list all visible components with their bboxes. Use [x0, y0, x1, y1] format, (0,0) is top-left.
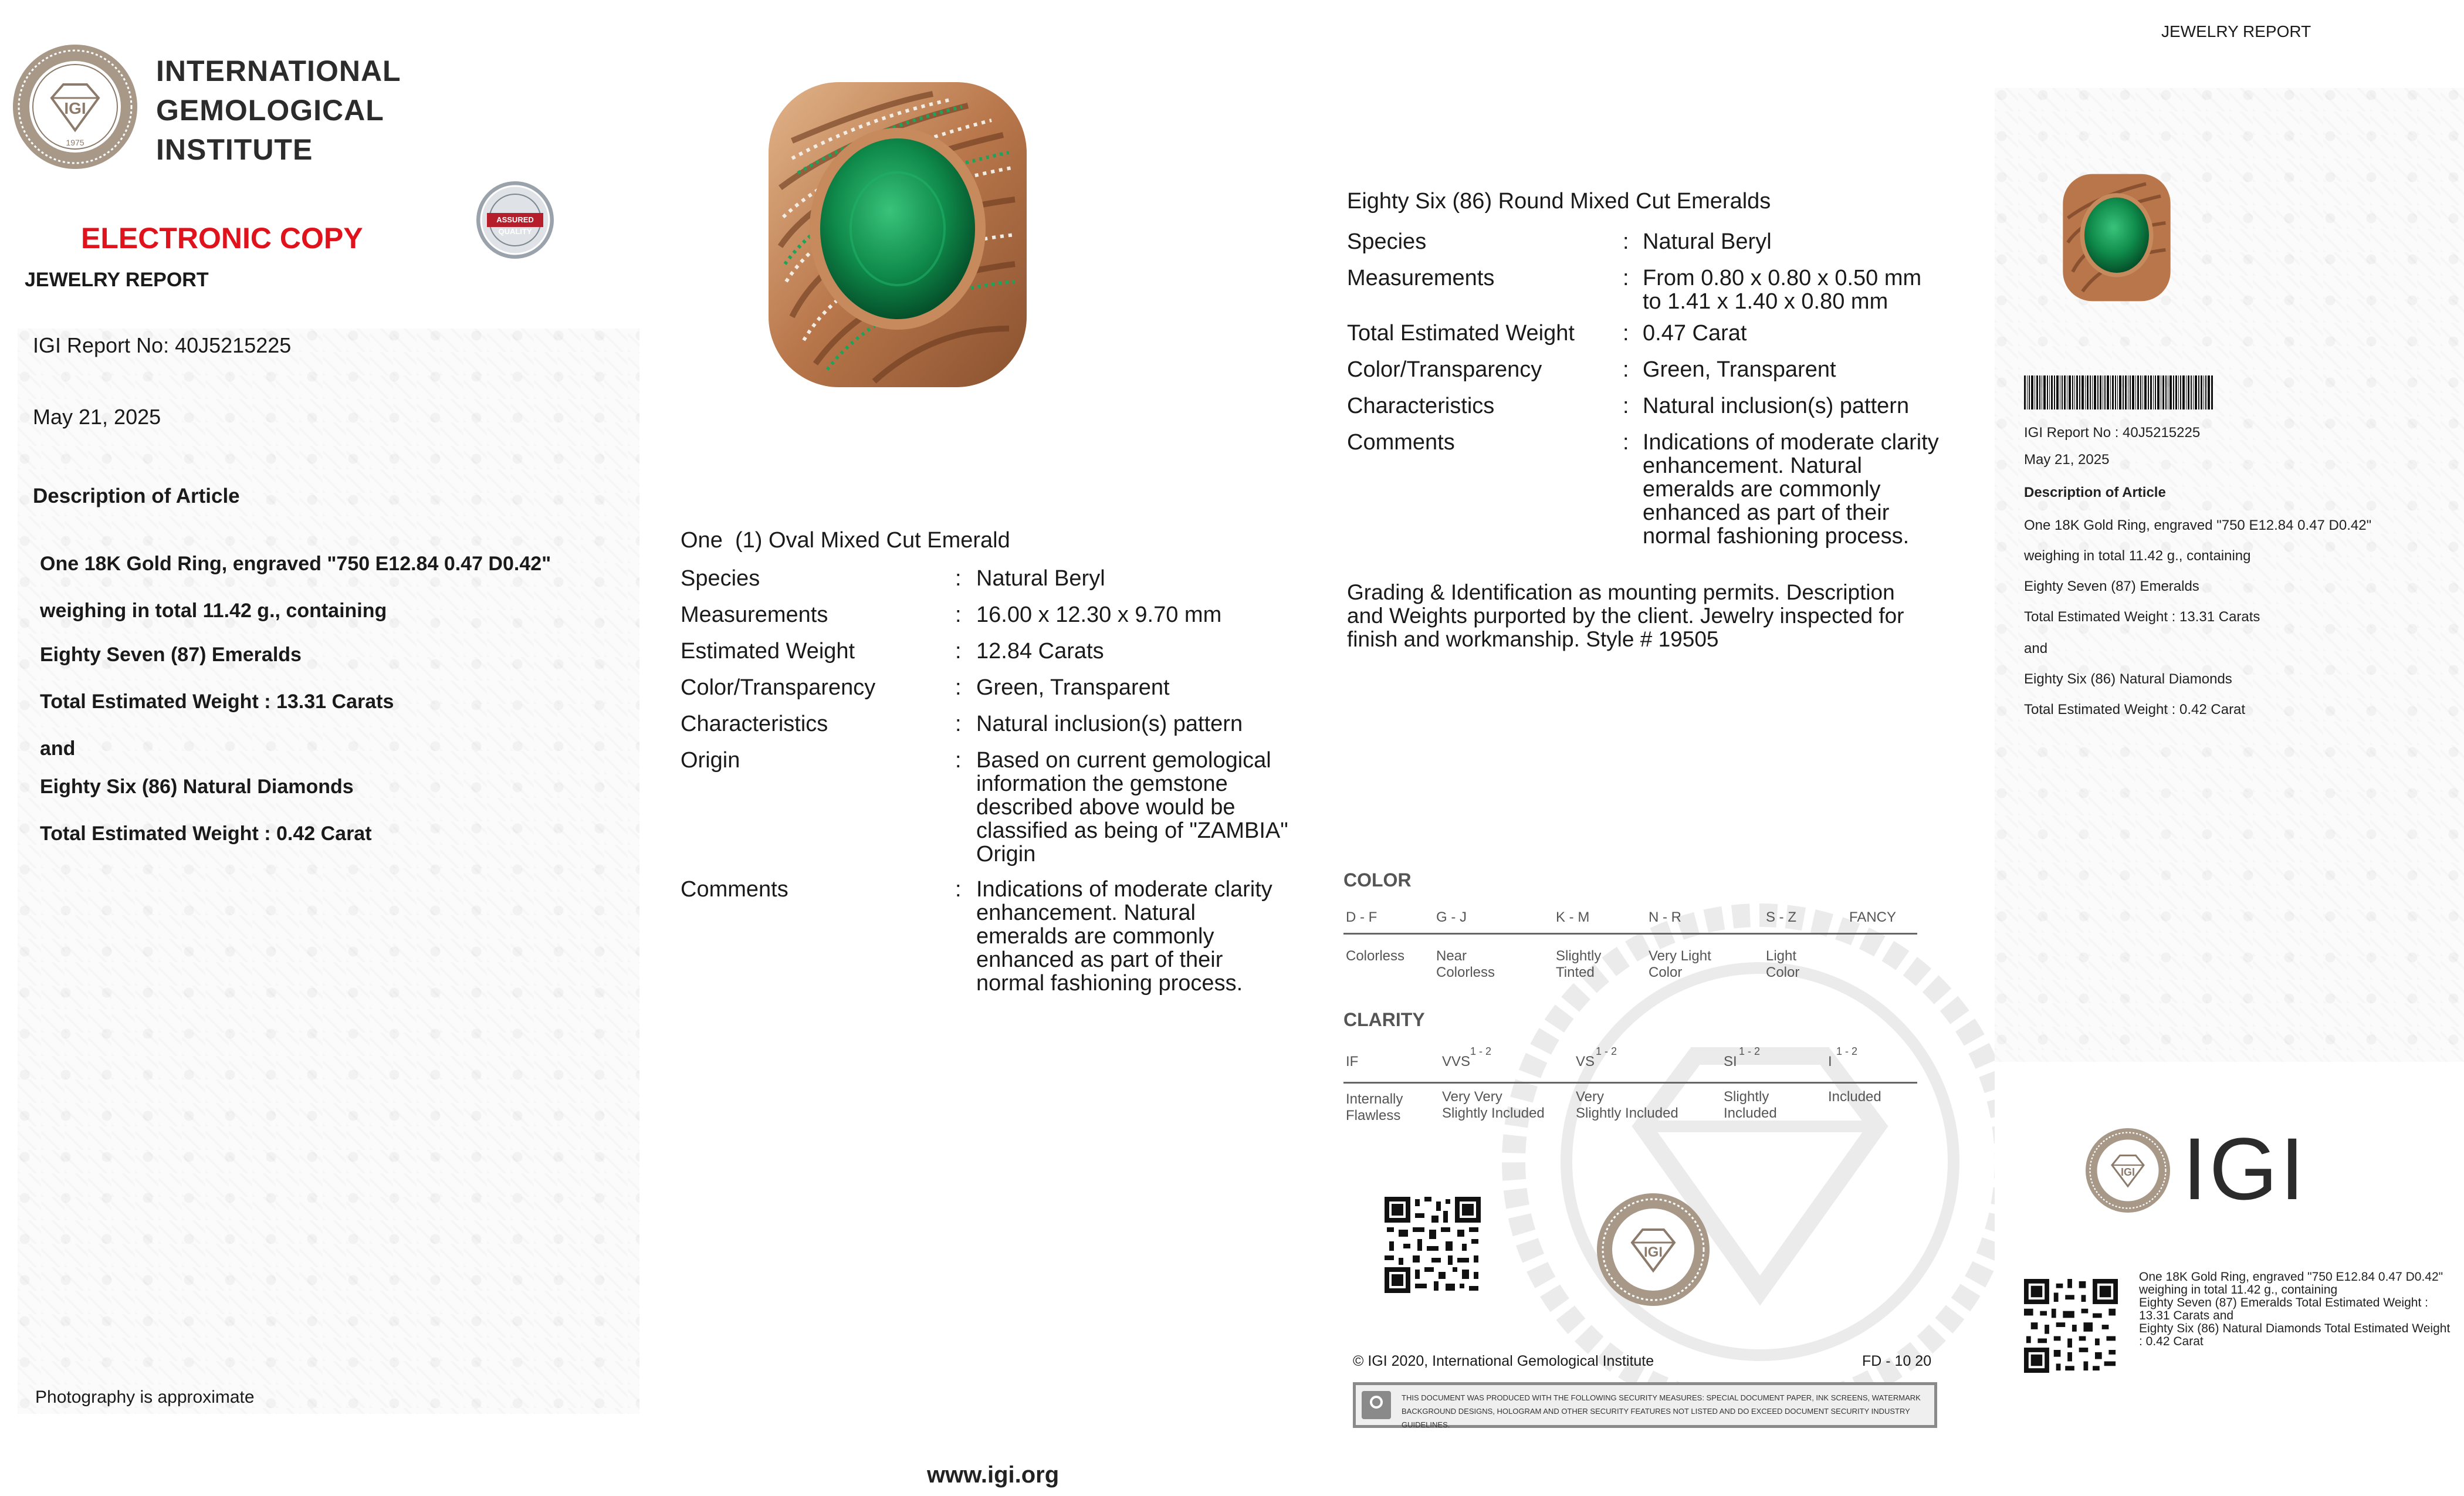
description-line: and	[40, 737, 76, 760]
jewelry-report-title: JEWELRY REPORT	[25, 269, 209, 291]
right-report-date: May 21, 2025	[2024, 452, 2110, 468]
row-colon: :	[955, 639, 962, 664]
row-colon: :	[1623, 357, 1629, 382]
photography-note: Photography is approximate	[35, 1387, 255, 1407]
grading-note: Grading & Identification as mounting permits. Description and Weights purported by the client. Jewelry inspected for finish and workmanship. Style # 19505	[1347, 580, 1904, 651]
right-description-line: Total Estimated Weight : 0.42 Carat	[2024, 702, 2246, 717]
security-lock-icon	[1362, 1391, 1391, 1419]
description-line: weighing in total 11.42 g., containing	[40, 600, 387, 622]
copyright: © IGI 2020, International Gemological Institute	[1353, 1353, 1654, 1369]
qr-code-right[interactable]	[2024, 1279, 2118, 1373]
color-scale-rule	[1343, 933, 1917, 935]
igi-logo	[11, 42, 140, 171]
row-value: Natural inclusion(s) pattern	[976, 712, 1243, 736]
clarity-grade-code: VVS	[1442, 1054, 1471, 1069]
color-grade-desc: Colorless	[1346, 948, 1405, 964]
color-grade-code: D - F	[1346, 909, 1377, 925]
report-date: May 21, 2025	[33, 405, 161, 429]
row-colon: :	[955, 748, 962, 773]
row-label: Measurements	[681, 603, 828, 627]
right-description-line: Eighty Seven (87) Emeralds	[2024, 578, 2199, 594]
color-grade-desc: Slightly Tinted	[1556, 948, 1602, 980]
clarity-grade-sup: 1 - 2	[1836, 1045, 1858, 1057]
row-value: Indications of moderate clarity enhancement. Natural emeralds are commonly enhanced as part of their normal fashioning process.	[976, 877, 1272, 996]
clarity-grade-desc: Included	[1828, 1089, 1881, 1105]
color-grade-desc: Near Colorless	[1436, 948, 1495, 980]
color-grade-code: N - R	[1649, 909, 1681, 925]
igi-seal-small	[1595, 1191, 1712, 1308]
description-line: Eighty Seven (87) Emeralds	[40, 644, 302, 666]
website-link[interactable]: www.igi.org	[927, 1462, 1060, 1488]
clarity-grade-desc: Slightly Included	[1724, 1089, 1777, 1121]
svg-text:IGI: IGI	[2120, 1166, 2135, 1178]
row-value: Natural Beryl	[1643, 229, 1772, 254]
top-right-title: JEWELRY REPORT	[2161, 22, 2311, 40]
color-grade-desc: Light Color	[1766, 948, 1800, 980]
description-heading: Description of Article	[33, 485, 240, 507]
ring-photo-small	[2058, 153, 2175, 323]
row-label: Estimated Weight	[681, 639, 855, 664]
description-line: Total Estimated Weight : 0.42 Carat	[40, 823, 372, 845]
row-label: Measurements	[1347, 266, 1495, 290]
clarity-grade-desc: Very Very Slightly Included	[1442, 1089, 1545, 1121]
round-emeralds-table	[1347, 230, 1969, 564]
clarity-grade-sup: 1 - 2	[1596, 1045, 1617, 1057]
row-label: Species	[681, 566, 760, 591]
electronic-copy-label: ELECTRONIC COPY	[81, 222, 363, 255]
row-value: 12.84 Carats	[976, 639, 1104, 664]
right-description-line: Total Estimated Weight : 13.31 Carats	[2024, 609, 2260, 625]
row-value: Green, Transparent	[976, 675, 1170, 700]
row-colon: :	[955, 712, 962, 736]
clarity-grade-code: VS	[1576, 1054, 1595, 1069]
row-value: Based on current gemological information the gemstone described above would be classified as being of "ZAMBIA" Origin	[976, 748, 1288, 867]
barcode	[2024, 375, 2213, 409]
right-summary: One 18K Gold Ring, engraved "750 E12.84 0.47 D0.42" weighing in total 11.42 g., containing Eighty Seven (87) Emeralds Total Estimated Weight : 13.31 Carats and Eighty Six (86) Natural Diamonds Total Estimated Weight : 0.42 Carat	[2139, 1270, 2451, 1348]
org-name-line1: INTERNATIONAL	[156, 55, 401, 87]
logo-year: 1975	[66, 138, 84, 147]
clarity-grade-code: SI	[1724, 1054, 1737, 1069]
row-label: Characteristics	[681, 712, 828, 736]
row-label: Characteristics	[1347, 394, 1495, 418]
color-grade-desc: Very Light Color	[1649, 948, 1711, 980]
row-label: Color/Transparency	[681, 675, 876, 700]
row-colon: :	[1623, 266, 1629, 290]
security-strip	[1353, 1382, 1937, 1428]
right-description-line: Eighty Six (86) Natural Diamonds	[2024, 671, 2232, 687]
center-emerald-table	[681, 567, 1302, 1013]
svg-text:IGI: IGI	[64, 99, 86, 117]
row-value: 0.47 Carat	[1643, 321, 1747, 346]
row-value: Green, Transparent	[1643, 357, 1836, 382]
row-label: Origin	[681, 748, 740, 773]
color-grade-code: G - J	[1436, 909, 1467, 925]
report-number: IGI Report No: 40J5215225	[33, 333, 292, 357]
row-label: Color/Transparency	[1347, 357, 1542, 382]
row-label: Species	[1347, 229, 1427, 254]
row-label: Total Estimated Weight	[1347, 321, 1575, 346]
right-description-line: weighing in total 11.42 g., containing	[2024, 548, 2251, 564]
assured-quality-seal	[474, 179, 556, 261]
igi-logo-right	[2084, 1126, 2172, 1214]
org-name-line3: INSTITUTE	[156, 133, 313, 166]
row-colon: :	[1623, 394, 1629, 418]
color-grade-code: FANCY	[1849, 909, 1897, 925]
clarity-scale	[1343, 1009, 1918, 1132]
row-colon: :	[1623, 430, 1629, 455]
description-line: One 18K Gold Ring, engraved "750 E12.84 0.47 D0.42"	[40, 553, 551, 575]
row-value: 16.00 x 12.30 x 9.70 mm	[976, 603, 1222, 627]
ring-photo	[757, 70, 1038, 399]
clarity-grade-code: I	[1828, 1054, 1832, 1069]
right-report-number: IGI Report No : 40J5215225	[2024, 425, 2201, 441]
clarity-grade-desc: Internally Flawless	[1346, 1091, 1403, 1123]
clarity-grade-sup: 1 - 2	[1739, 1045, 1761, 1057]
row-colon: :	[1623, 229, 1629, 254]
center-emerald-title: One (1) Oval Mixed Cut Emerald	[681, 528, 1010, 553]
right-description-line: One 18K Gold Ring, engraved "750 E12.84 0.47 D0.42"	[2024, 517, 2372, 533]
description-line: Total Estimated Weight : 13.31 Carats	[40, 691, 394, 713]
clarity-heading: CLARITY	[1343, 1009, 1425, 1030]
row-colon: :	[955, 603, 962, 627]
color-grade-code: K - M	[1556, 909, 1590, 925]
row-value: Natural Beryl	[976, 566, 1105, 591]
row-label: Comments	[681, 877, 788, 902]
igi-wordmark: IGI	[2182, 1119, 2307, 1218]
color-scale	[1343, 869, 1918, 993]
row-value: From 0.80 x 0.80 x 0.50 mm to 1.41 x 1.40 x 0.80 mm	[1643, 266, 1922, 314]
seal-text: ASSURED QUALITY	[496, 215, 534, 236]
row-colon: :	[1623, 321, 1629, 346]
clarity-grade-sup: 1 - 2	[1470, 1045, 1492, 1057]
row-value: Indications of moderate clarity enhancement. Natural emeralds are commonly enhanced as part of their normal fashioning process.	[1643, 430, 1939, 549]
qr-code[interactable]	[1385, 1197, 1481, 1293]
security-text: THIS DOCUMENT WAS PRODUCED WITH THE FOLLOWING SECURITY MEASURES: SPECIAL DOCUMENT PAPER, INK SCREENS, WATERMARK BACKGROUND DESIGNS, HOLOGRAM AND OTHER SECURITY FEATURES NOT LISTED AND DO EXCEED DOCUMENT SECURITY INDUSTRY GUIDELINES.	[1402, 1393, 1921, 1429]
color-heading: COLOR	[1343, 869, 1412, 891]
clarity-scale-rule	[1343, 1082, 1917, 1084]
org-name-line2: GEMOLOGICAL	[156, 94, 384, 127]
row-label: Comments	[1347, 430, 1455, 455]
description-line: Eighty Six (86) Natural Diamonds	[40, 776, 354, 798]
row-colon: :	[955, 566, 962, 591]
row-value: Natural inclusion(s) pattern	[1643, 394, 1910, 418]
svg-text:IGI: IGI	[1643, 1244, 1663, 1260]
form-code: FD - 10 20	[1862, 1353, 1932, 1369]
row-colon: :	[955, 877, 962, 902]
right-description-heading: Description of Article	[2024, 485, 2166, 500]
clarity-grade-desc: Very Slightly Included	[1576, 1089, 1678, 1121]
row-colon: :	[955, 675, 962, 700]
right-description-line: and	[2024, 641, 2048, 656]
color-grade-code: S - Z	[1766, 909, 1796, 925]
clarity-grade-code: IF	[1346, 1054, 1359, 1069]
round-emeralds-title: Eighty Six (86) Round Mixed Cut Emeralds	[1347, 189, 1771, 214]
